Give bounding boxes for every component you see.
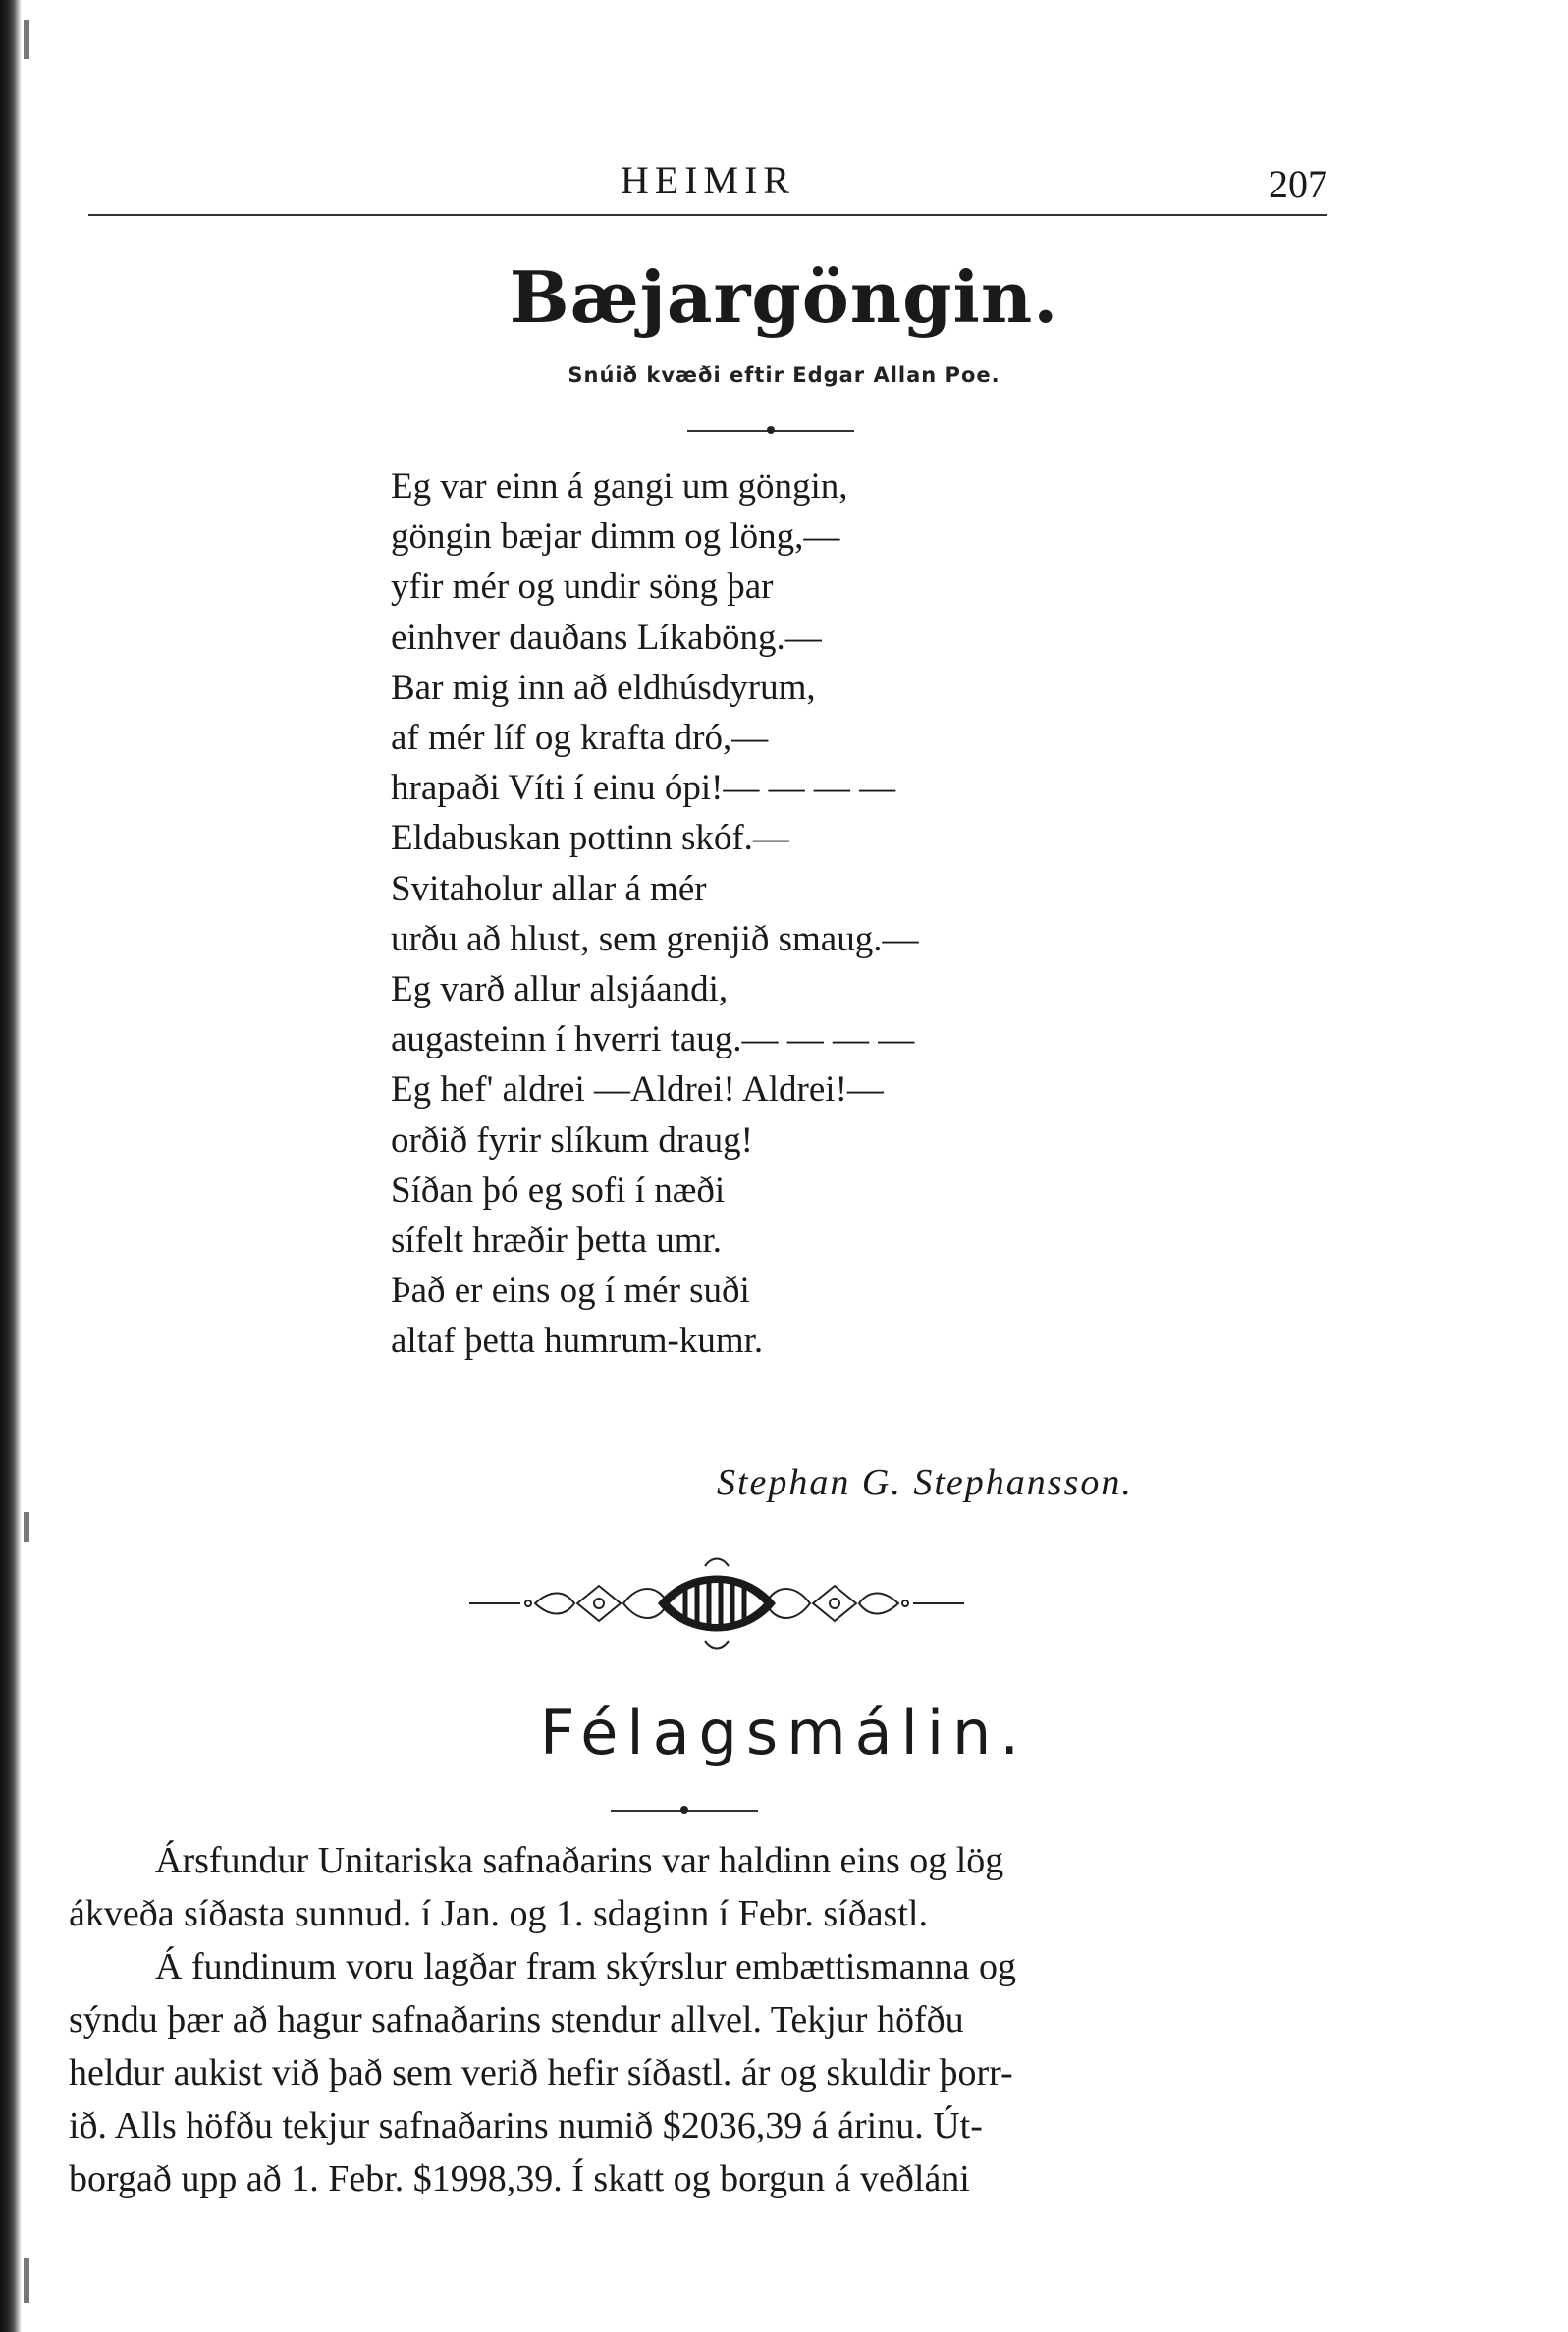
poem-line: einhver dauðans Líkaböng.—: [391, 617, 822, 658]
binding-speck: [24, 2258, 29, 2303]
divider-dot: [680, 1806, 688, 1814]
poem-line: sífelt hræðir þetta umr.: [391, 1220, 723, 1262]
poem-subtitle: Snúið kvæði eftir Edgar Allan Poe.: [568, 363, 1000, 387]
poem-line: augasteinn í hverri taug.— — — —: [391, 1019, 915, 1060]
poem-line: Eg varð allur alsjáandi,: [391, 969, 729, 1010]
poem-line: Eg var einn á gangi um göngin,: [391, 466, 848, 507]
section-body: [69, 1834, 1308, 2205]
poem-body: [391, 461, 1176, 1367]
section-divider: [611, 1810, 758, 1812]
poem-line: Svitaholur allar á mér: [391, 868, 707, 909]
binding-speck: [24, 1512, 29, 1542]
poem-line: af mér líf og krafta dró,—: [391, 718, 769, 759]
text-line: borgað upp að 1. Febr. $1998,39. Í skatt og borgun á veðláni: [69, 2158, 970, 2199]
poem-line: urðu að hlust, sem grenjið smaug.—: [391, 918, 919, 959]
poem-line: Síðan þó eg sofi í næði: [391, 1169, 726, 1211]
section-title: Félagsmálin.: [539, 1697, 1029, 1768]
text-line: Á fundinum voru lagðar fram skýrslur embættismanna og: [155, 1946, 1017, 1987]
poem-line: göngin bæjar dimm og löng,—: [391, 516, 840, 558]
paragraph: [69, 1834, 1308, 1940]
poem-title: Bæjargöngin.: [509, 255, 1059, 339]
poem-line: hrapaði Víti í einu ópi!— — — —: [391, 768, 896, 809]
text-line: sýndu þær að hagur safnaðarins stendur allvel. Tekjur höfðu: [69, 1999, 964, 2040]
text-line: ákveða síðasta sunnud. í Jan. og 1. sdaginn í Febr. síðastl.: [69, 1893, 928, 1934]
binding-speck: [24, 20, 29, 59]
poem-line: orðið fyrir slíkum draug!: [391, 1119, 753, 1161]
running-title: HEIMIR: [620, 158, 796, 202]
poem-line: Það er eins og í mér suði: [391, 1271, 750, 1312]
poem-line: yfir mér og undir söng þar: [391, 567, 774, 608]
page-number: 207: [1269, 162, 1327, 206]
text-line: heldur aukist við það sem verið hefir síðastl. ár og skuldir þorr-: [69, 2052, 1013, 2093]
poem-line: Bar mig inn að eldhúsdyrum,: [391, 667, 816, 708]
divider-dot: [767, 426, 775, 434]
page-binding-edge: [0, 0, 22, 2332]
poem-signature: Stephan G. Stephansson.: [717, 1462, 1133, 1503]
ornament-icon: [461, 1554, 972, 1653]
paragraph: [69, 1940, 1308, 2205]
poem-line: Eldabuskan pottinn skóf.—: [391, 818, 789, 859]
header-rule: [88, 214, 1327, 216]
text-line: Ársfundur Unitariska safnaðarins var haldinn eins og lög: [155, 1840, 1004, 1881]
poem-divider: [687, 430, 854, 432]
page-header: [88, 157, 1327, 216]
poem-line: Eg hef' aldrei —Aldrei! Aldrei!—: [391, 1069, 884, 1111]
text-line: ið. Alls höfðu tekjur safnaðarins numið $2036,39 á árinu. Út-: [69, 2105, 983, 2146]
poem-line: altaf þetta humrum-kumr.: [391, 1321, 764, 1362]
